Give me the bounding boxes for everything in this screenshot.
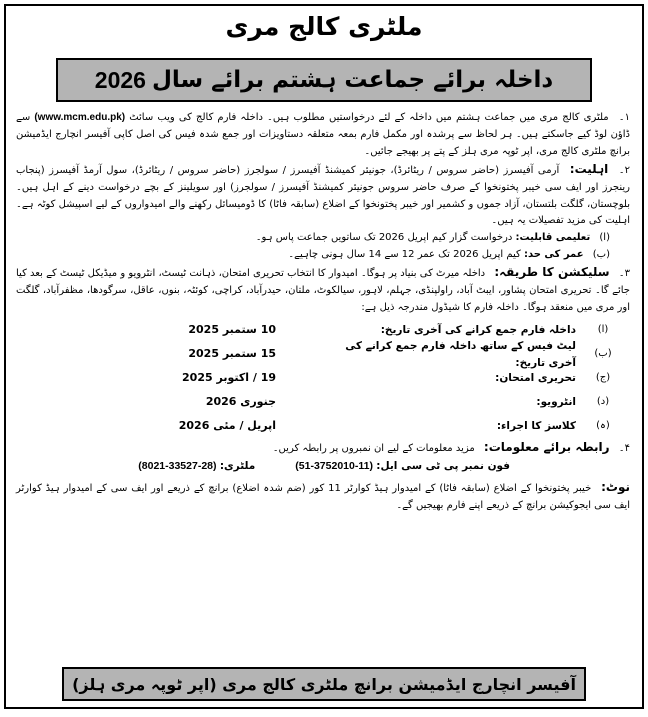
schedule-mark: (ا) <box>597 324 609 336</box>
schedule-row <box>16 339 630 369</box>
schedule-mark: (د) <box>596 396 610 408</box>
education-label: تعلیمی قابلیت: <box>515 232 591 244</box>
education-text: درخواست گزار کیم اپریل 2026 تک ساتویں جماعت پاس ہو۔ <box>255 232 513 244</box>
schedule-row <box>16 391 630 415</box>
schedule-list <box>16 319 630 439</box>
phone-ptcl-label: فون نمبر پی ٹی سی ایل: <box>376 459 510 472</box>
phone-military-number: (8021-33527-28) <box>138 459 217 472</box>
education-line <box>256 230 610 247</box>
paragraph-number: ۳۔ <box>618 268 630 280</box>
phone-ptcl-number: (51-3752010-11) <box>295 459 373 472</box>
age-line <box>288 247 610 264</box>
footer-address: آفیسر انچارج ایڈمیشن برانچ ملٹری کالج مری (اپر ٹوپہ مری ہلز) <box>62 667 586 701</box>
college-title: ملٹری کالج مری <box>225 12 423 41</box>
phone-military-label: ملٹری: <box>219 459 256 472</box>
contact-heading: رابطہ برائے معلومات: <box>483 439 610 454</box>
paragraph-number: ۱۔ <box>618 112 630 123</box>
schedule-label: انٹرویو: <box>536 396 576 409</box>
schedule-date: 19 / اکتوبر 2025 <box>182 371 276 385</box>
schedule-date: جنوری 2026 <box>205 395 276 409</box>
phone-military <box>138 458 255 475</box>
paragraph-2 <box>16 161 630 231</box>
ad-body <box>16 110 630 515</box>
paragraph-4 <box>16 439 630 458</box>
contact-text: مزید معلومات کے لیے ان نمبروں پر رابطہ کریں۔ <box>272 442 475 454</box>
schedule-label: تحریری امتحان: <box>495 372 576 385</box>
schedule-date: 10 ستمبر 2025 <box>188 323 276 337</box>
website-url: (www.mcm.edu.pk) <box>34 112 126 123</box>
age-text: کیم اپریل 2026 تک عمر 12 سے 14 سال ہونی چاہیے۔ <box>288 249 521 261</box>
schedule-row <box>16 367 630 391</box>
schedule-mark: (ب) <box>594 348 612 360</box>
phone-ptcl <box>295 458 510 475</box>
eligibility-text: آرمی آفیسرز (حاضر سروس / ریٹائرڈ)، جونیئر کمیشنڈ آفیسرز / سولجرز (حاضر سروس / ریٹائرڈ)، سول آرمڈ آفیسرز (پنجاب رینجرز اور ایف سی خیبر پختونخوا کے صرف حاضر سروس جونیئر کمیشنڈ آفیسرز / سولجرز) اور سویلینز کے بچے درخواست دینے کے اہل ہیں۔ بلوچستان، گلگت بلتستان، آزاد جموں و کشمیر اور خیبر پختونخوا کے اضلاع (سابقہ فاٹا) کا ڈومیسائل رکھنے والے امیدواروں کے لیے اسپیشل کوٹہ ہے۔ اہلیت کی مزید تفصیلات یہ ہیں۔ <box>16 164 630 227</box>
banner-text: داخلہ برائے جماعت ہشتم برائے سال <box>151 67 554 93</box>
sub-mark: (ا) <box>599 232 610 244</box>
eligibility-age <box>16 247 610 264</box>
admission-banner <box>56 58 592 102</box>
paragraph-1 <box>16 110 630 161</box>
paragraph-3 <box>16 264 630 317</box>
age-label: عمر کی حد: <box>523 249 584 261</box>
sub-mark: (ب) <box>592 249 610 261</box>
schedule-label: لیٹ فیس کے ساتھ داخلہ فارم جمع کرانے کی آخری تاریخ: <box>345 339 576 369</box>
schedule-row <box>16 415 630 439</box>
banner-year: 2026 <box>94 66 146 93</box>
advertisement <box>4 4 644 709</box>
schedule-date: 15 ستمبر 2025 <box>188 347 276 361</box>
schedule-label: کلاسز کا اجراء: <box>496 420 576 433</box>
schedule-mark: (ہ) <box>596 420 610 432</box>
note-text: خیبر پختونخوا کے اضلاع (سابقہ فاٹا) کے امیدوار ہیڈ کوارٹر 11 کور (ضم شدہ اضلاع) برانچ کے ذریعے اور ایف سی کے امیدوار ہیڈ کوارٹر ایف سی ایجوکیشن برانچ کے ذریعے اپنے فارم بھیجیں گے۔ <box>16 482 630 511</box>
eligibility-education <box>16 230 610 247</box>
selection-heading: سلیکشن کا طریقہ: <box>494 265 610 280</box>
schedule-date: اپریل / مئی 2026 <box>178 419 276 433</box>
paragraph-number: ۲۔ <box>618 164 630 176</box>
paragraph-1-text: ملٹری کالج مری میں جماعت ہشتم میں داخلہ کے لئے درخواستیں مطلوب ہیں۔ داخلہ فارم کالج کی ویب سائٹ <box>129 112 609 123</box>
selection-text: داخلہ میرٹ کی بنیاد پر ہوگا۔ امیدوار کا انتخاب تحریری امتحان، ذہانت ٹیسٹ، انٹرویو و میڈیکل ٹیسٹ کے بعد کیا جائے گا۔ تحریری امتحان پشاور، ایبٹ آباد، راولپنڈی، جہلم، لاہور، سیالکوٹ، ملتان، حیدرآباد، کراچی، کوئٹہ، بنوں، عاقل، سرگودھا، مظفرآباد، گلگت اور مری میں منعقد ہوگا۔ داخلہ فارم کا شیڈول مندرجہ ذیل ہے: <box>16 268 630 313</box>
schedule-label: داخلہ فارم جمع کرانے کی آخری تاریخ: <box>380 324 576 337</box>
eligibility-heading: اہلیت: <box>569 161 609 176</box>
phone-numbers <box>16 458 510 475</box>
paragraph-1-text-2: سے ڈاؤن لوڈ کیے جاسکتے ہیں۔ ہر لحاظ سے پرشدہ اور مکمل فارم بمعہ متعلقہ دستاویزات اور جمع شدہ فیس کی اصل کاپی آفیسر انچارج ایڈمیشن برانچ ملٹری کالج مری، اپر ٹوپہ مری ہلز کے پتے پر بھیجے جائیں۔ <box>16 112 630 157</box>
note <box>16 479 630 515</box>
paragraph-number: ۴۔ <box>618 442 630 454</box>
schedule-mark: (ج) <box>595 372 611 384</box>
note-heading: نوٹ: <box>601 479 630 494</box>
